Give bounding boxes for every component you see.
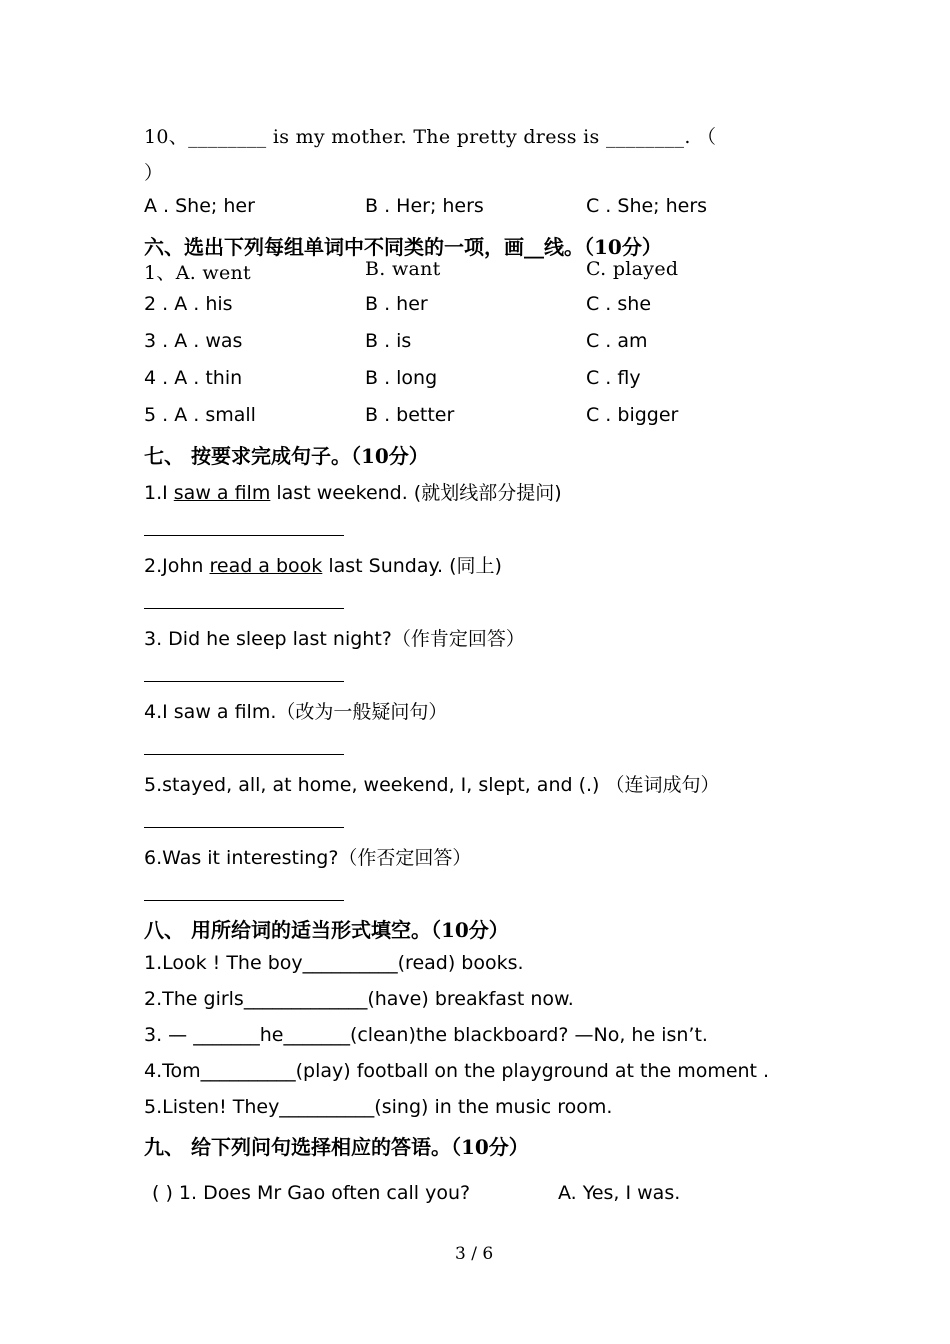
q10-paren-close: ）	[144, 162, 164, 184]
s6-row2-b: B . her	[365, 293, 428, 315]
s7-item6: 6.Was it interesting?（作否定回答）	[144, 847, 472, 869]
s7-answer-line-2[interactable]	[144, 608, 344, 609]
s6-row1-c: C. played	[586, 258, 679, 280]
s7-item4: 4.I saw a film.（改为一般疑问句）	[144, 701, 448, 723]
s7-answer-line-1[interactable]	[144, 535, 344, 536]
section9-heading: 九、 给下列问句选择相应的答语。（10分）	[144, 1135, 529, 1159]
s6-row3-a: 3 . A . was	[144, 330, 243, 352]
s9-question1: ( ) 1. Does Mr Gao often call you?	[152, 1182, 471, 1204]
page-number: 3 / 6	[455, 1244, 494, 1264]
s6-row4-a: 4 . A . thin	[144, 367, 243, 389]
s7-answer-line-6[interactable]	[144, 900, 344, 901]
s8-item3: 3. — _______he_______(clean)the blackboard? —No, he isn’t.	[144, 1024, 708, 1046]
s7-item2: 2.John read a book last Sunday. (同上)	[144, 555, 502, 577]
s8-item5: 5.Listen! They__________(sing) in the music room.	[144, 1096, 613, 1118]
s6-row5-a: 5 . A . small	[144, 404, 256, 426]
s7-item1: 1.I saw a film last weekend. (就划线部分提问)	[144, 482, 562, 504]
s6-row1-a: 1、A. went	[144, 262, 251, 284]
s7-item3: 3. Did he sleep last night?（作肯定回答）	[144, 628, 525, 650]
s7-answer-line-5[interactable]	[144, 827, 344, 828]
q10-option-a: A . She; her	[144, 195, 255, 217]
s6-row2-c: C . she	[586, 293, 652, 315]
section8-heading: 八、 用所给词的适当形式填空。（10分）	[144, 918, 509, 942]
s8-item2: 2.The girls_____________(have) breakfast now.	[144, 988, 574, 1010]
q10-option-b: B . Her; hers	[365, 195, 484, 217]
s6-row2-a: 2 . A . his	[144, 293, 233, 315]
s6-row3-c: C . am	[586, 330, 648, 352]
s7-answer-line-4[interactable]	[144, 754, 344, 755]
s6-row4-b: B . long	[365, 367, 438, 389]
s8-item4: 4.Tom__________(play) football on the playground at the moment .	[144, 1060, 770, 1082]
s6-row1-b: B. want	[365, 258, 441, 280]
section7-heading: 七、 按要求完成句子。（10分）	[144, 444, 429, 468]
section6-heading: 六、选出下列每组单词中不同类的一项，画__线。（10分）	[144, 235, 662, 259]
q10-stem: 10、________ is my mother. The pretty dress is ________. （	[144, 126, 717, 148]
s7-item5: 5.stayed, all, at home, weekend, I, slept, and (.) （连词成句）	[144, 774, 720, 796]
s7-answer-line-3[interactable]	[144, 681, 344, 682]
s6-row3-b: B . is	[365, 330, 412, 352]
s8-item1: 1.Look ! The boy__________(read) books.	[144, 952, 524, 974]
q10-option-c: C . She; hers	[586, 195, 708, 217]
s6-row5-b: B . better	[365, 404, 455, 426]
s9-answer-a: A. Yes, I was.	[558, 1182, 681, 1204]
s6-row5-c: C . bigger	[586, 404, 679, 426]
s6-row4-c: C . fly	[586, 367, 641, 389]
